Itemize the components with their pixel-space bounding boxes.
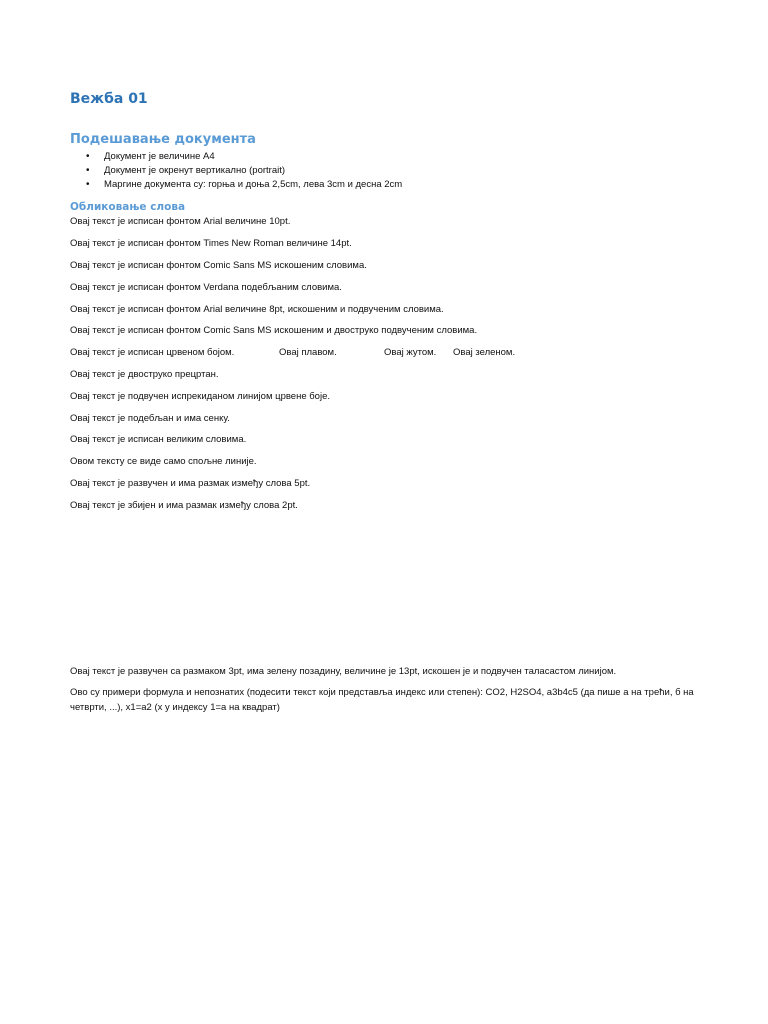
text-line: Овај текст је развучен са размаком 3pt, има зелену позадину, величине је 13pt, искошен је и подвучен таласастом линијом. (70, 666, 617, 677)
text-line: Овај текст је исписан фонтом Comic Sans MS искошеним словима. (70, 260, 367, 271)
text-line: Овај текст је развучен и има размак између слова 5pt. (70, 478, 311, 489)
list-item: • Документ је окренут вертикално (portrait) (86, 164, 402, 178)
text-line: Овај текст је исписан фонтом Times New Roman величине 14pt. (70, 238, 352, 249)
red-text: Овај текст је исписан црвеном бојом. (70, 347, 235, 358)
text-line: Овај текст је двоструко прецртан. (70, 369, 219, 380)
section-title-document-setup: Подешавање документа (70, 132, 256, 147)
text-line: Овај текст је подвучен испрекиданом линијом црвене боје. (70, 391, 330, 402)
text-line: Овај текст је исписан фонтом Arial величине 10pt. (70, 216, 291, 227)
text-line: Овај текст је подебљан и има сенку. (70, 413, 230, 424)
text-line: Овај текст је исписан великим словима. (70, 434, 247, 445)
list-item: • Маргине документа су: горња и доња 2,5cm, лева 3cm и десна 2cm (86, 178, 402, 192)
text-line: Овај текст је збијен и има размак између слова 2pt. (70, 500, 298, 511)
formula-paragraph: Ово су примери формула и непознатих (подесити текст који представља индекс или степен): CO2, H2SO4, a3b4c5 (да пише а на трећи, б на четврти, ...), x1=a2 (х у индексу 1=а на квадрат) (70, 687, 694, 713)
text-line: Овај текст је исписан фонтом Verdana подебљаним словима. (70, 282, 342, 293)
text-line: Овај текст је исписан фонтом Comic Sans MS искошеним и двоструко подвученим словима. (70, 325, 478, 336)
page-title: Вежба 01 (70, 91, 148, 107)
document-setup-list (86, 150, 402, 192)
color-text-row (70, 346, 730, 360)
section-title-text-formatting: Обликовање слова (70, 201, 186, 213)
green-text: Овај зеленом. (453, 347, 516, 358)
yellow-text: Овај жутом. (384, 347, 437, 358)
list-item: • Документ је величине А4 (86, 150, 402, 164)
blue-text: Овај плавом. (279, 347, 337, 358)
text-line: Овом тексту се виде само спољне линије. (70, 456, 257, 467)
text-line: Овај текст је исписан фонтом Arial величине 8pt, искошеним и подвученим словима. (70, 304, 444, 315)
